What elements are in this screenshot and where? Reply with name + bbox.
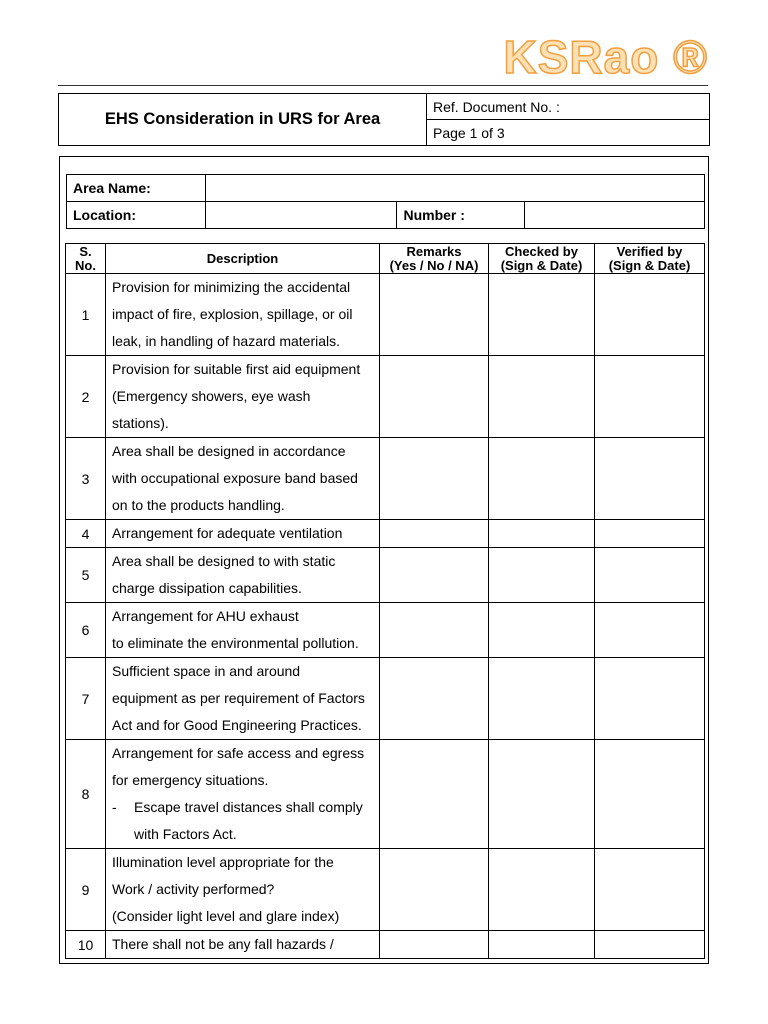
description-line: Provision for minimizing the accidental [112,279,351,295]
description-line: with occupational exposure band based [112,470,358,486]
row-description [106,548,380,603]
verified-by-cell[interactable] [595,849,705,931]
checked-by-cell[interactable] [489,356,595,438]
ehs-checklist-table [65,243,705,959]
table-row [66,603,705,658]
description-line: Arrangement for AHU exhaust [112,608,299,624]
row-description [106,931,380,959]
area-name-label: Area Name: [67,175,206,202]
row-description [106,520,380,548]
description-line: Area shall be designed in accordance [112,443,346,459]
checked-by-cell[interactable] [489,438,595,520]
description-line: Arrangement for adequate ventilation [112,525,343,541]
description-line: Provision for suitable first aid equipment [112,361,361,377]
checked-by-cell[interactable] [489,603,595,658]
description-line: Work / activity performed? [112,881,275,897]
table-row [66,274,705,356]
location-field[interactable] [205,202,397,229]
document-header [58,93,710,146]
ref-document-no: Ref. Document No. : [427,94,710,120]
col-description-header: Description [106,244,380,274]
row-sno: 4 [66,520,106,548]
checked-by-cell[interactable] [489,274,595,356]
table-row [66,520,705,548]
row-sno: 8 [66,740,106,849]
col-remarks-header: Remarks (Yes / No / NA) [380,244,489,274]
row-description [106,740,380,849]
description-line: (Emergency showers, eye wash [112,388,311,404]
row-sno: 9 [66,849,106,931]
page-number: Page 1 of 3 [427,120,710,146]
document-title: EHS Consideration in URS for Area [59,94,427,146]
description-line: on to the products handling. [112,497,285,513]
row-description [106,658,380,740]
remarks-cell[interactable] [380,356,489,438]
row-description [106,438,380,520]
description-line: Area shall be designed to with static [112,553,336,569]
row-description [106,603,380,658]
location-label: Location: [67,202,206,229]
dash-bullet: - [112,799,117,815]
remarks-cell[interactable] [380,438,489,520]
table-row [66,356,705,438]
checked-by-cell[interactable] [489,740,595,849]
checked-by-cell[interactable] [489,849,595,931]
remarks-cell[interactable] [380,603,489,658]
row-sno: 5 [66,548,106,603]
form-frame [59,156,709,964]
remarks-cell[interactable] [380,548,489,603]
description-line: Act and for Good Engineering Practices. [112,717,362,733]
description-line: leak, in handling of hazard materials. [112,333,341,349]
ksrao-logo: KSRao ® [503,31,708,83]
remarks-cell[interactable] [380,931,489,959]
row-sno: 3 [66,438,106,520]
bullet-line [112,794,373,821]
area-name-field[interactable] [205,175,704,202]
description-line: (Consider light level and glare index) [112,908,340,924]
bullet-continuation: with Factors Act. [134,826,237,842]
col-checked-header: Checked by (Sign & Date) [489,244,595,274]
remarks-cell[interactable] [380,274,489,356]
description-line: for emergency situations. [112,772,269,788]
verified-by-cell[interactable] [595,274,705,356]
area-info-table [66,174,705,229]
description-line: Illumination level appropriate for the [112,854,334,870]
checked-by-cell[interactable] [489,520,595,548]
row-description [106,356,380,438]
table-row [66,658,705,740]
verified-by-cell[interactable] [595,740,705,849]
description-line: Sufficient space in and around [112,663,301,679]
verified-by-cell[interactable] [595,356,705,438]
description-line: Arrangement for safe access and egress [112,745,365,761]
row-sno: 2 [66,356,106,438]
checked-by-cell[interactable] [489,931,595,959]
table-row [66,849,705,931]
checked-by-cell[interactable] [489,658,595,740]
table-row [66,931,705,959]
col-sno-header: S. No. [66,244,106,274]
row-description [106,274,380,356]
description-line: to eliminate the environmental pollution. [112,635,359,651]
verified-by-cell[interactable] [595,603,705,658]
row-sno: 6 [66,603,106,658]
verified-by-cell[interactable] [595,438,705,520]
verified-by-cell[interactable] [595,548,705,603]
remarks-cell[interactable] [380,740,489,849]
verified-by-cell[interactable] [595,658,705,740]
description-line: There shall not be any fall hazards / [112,936,334,952]
number-field[interactable] [525,202,705,229]
number-label: Number : [397,202,525,229]
col-verified-header: Verified by (Sign & Date) [595,244,705,274]
checked-by-cell[interactable] [489,548,595,603]
description-line: charge dissipation capabilities. [112,580,302,596]
row-sno: 7 [66,658,106,740]
description-line: impact of fire, explosion, spillage, or oil [112,306,353,322]
remarks-cell[interactable] [380,849,489,931]
bullet-text: Escape travel distances shall comply [134,799,363,815]
table-row [66,548,705,603]
description-line: equipment as per requirement of Factors [112,690,365,706]
table-row [66,438,705,520]
description-line: stations). [112,415,169,431]
table-row [66,740,705,849]
row-description [106,849,380,931]
header-rule [58,85,708,86]
row-sno: 1 [66,274,106,356]
row-sno: 10 [66,931,106,959]
remarks-cell[interactable] [380,520,489,548]
verified-by-cell[interactable] [595,520,705,548]
remarks-cell[interactable] [380,658,489,740]
verified-by-cell[interactable] [595,931,705,959]
